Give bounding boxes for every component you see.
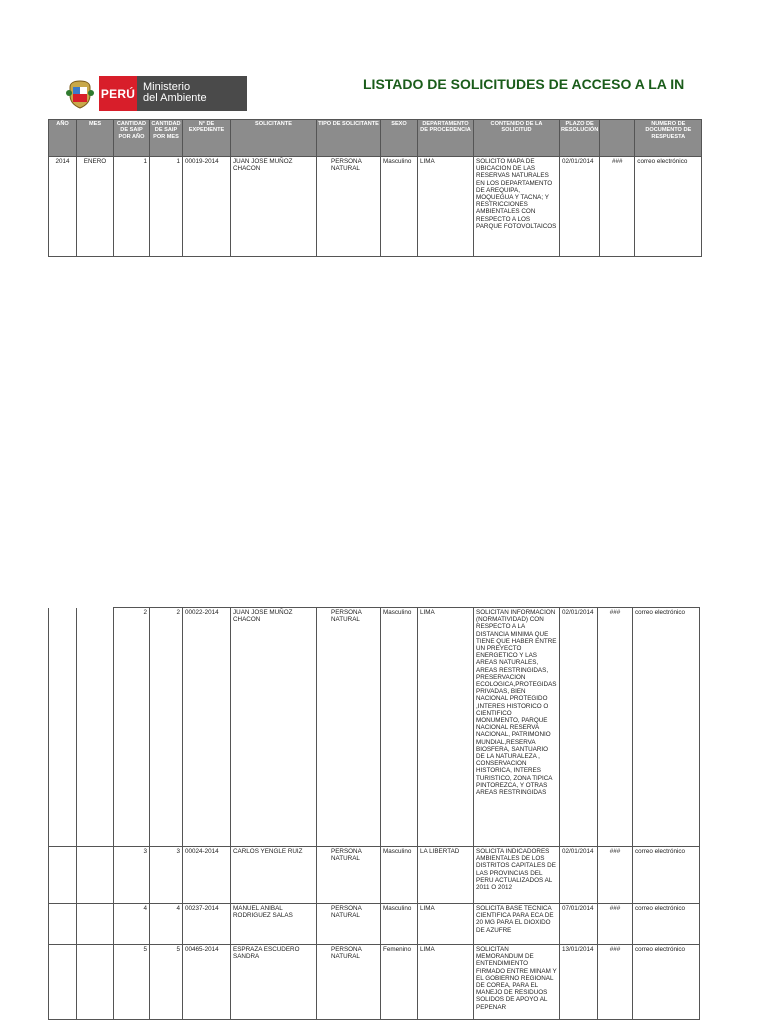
cell-contenido: SOLICITAN INFORMACION (NORMATIVIDAD) CON RESPECTO A LA DISTANCIA MINIMA QUE TIENE QUE HABER ENTRE UN PREYECTO ENERGETICO Y LAS AREAS NATURALES, AREAS RESTRINGIDAS, PRESERVACION ECOLOGICA,PROTEGIDAS PRIVADAS, BIEN NACIONAL PROTEGIDO ,INTERES HISTORICO O CIENTIFICO MONUMENTO, PARQUE NACIONAL RESERVA NACIONAL, PATRIMONIO MUNDIAL,RESERVA BIOSFERA, SANTUARIO DE LA NATURALEZA , CONSERVACION HISTORICA, INTERES TURISTICO, ZONA TIPICA PINTOREZCA, Y OTRAS AREAS RESTRINGIDAS bbox=[474, 608, 560, 847]
cell-mes bbox=[77, 945, 114, 1020]
header-extra bbox=[600, 120, 635, 157]
cell-respuesta: correo electrónico bbox=[633, 608, 700, 847]
cell-saip-mes: 3 bbox=[150, 847, 183, 904]
cell-extra: ### bbox=[598, 847, 633, 904]
header-row bbox=[49, 120, 702, 157]
cell-respuesta: correo electrónico bbox=[633, 847, 700, 904]
cell-departamento: LIMA bbox=[418, 945, 474, 1020]
cell-saip-mes: 2 bbox=[150, 608, 183, 847]
cell-extra: ### bbox=[600, 157, 635, 257]
cell-tipo: PERSONA NATURAL bbox=[317, 608, 381, 847]
cell-sexo: Masculino bbox=[381, 608, 418, 847]
cell-departamento: LIMA bbox=[418, 904, 474, 945]
cell-departamento: LIMA bbox=[418, 608, 474, 847]
table-row bbox=[49, 904, 700, 945]
cell-anio bbox=[49, 847, 77, 904]
header-departamento: DEPARTAMENTO DE PROCEDENCIA bbox=[418, 120, 474, 157]
table-row bbox=[49, 847, 700, 904]
cell-respuesta: correo electrónico bbox=[633, 904, 700, 945]
cell-anio bbox=[49, 608, 77, 847]
cell-contenido: SOLICITA INDICADORES AMBIENTALES DE LOS DISTRITOS CAPITALES DE LAS PROVINCIAS DEL PERU ACTUALIZADOS AL 2011 O 2012 bbox=[474, 847, 560, 904]
cell-mes bbox=[77, 847, 114, 904]
header-respuesta: NUMERO DE DOCUMENTO DE RESPUESTA bbox=[635, 120, 702, 157]
cell-saip-mes: 5 bbox=[150, 945, 183, 1020]
cell-respuesta: correo electrónico bbox=[635, 157, 702, 257]
ministry-line-2: del Ambiente bbox=[143, 92, 207, 104]
cell-anio bbox=[49, 945, 77, 1020]
cell-contenido: SOLICITAN MEMORANDUM DE ENTENDIMIENTO FIRMADO ENTRE MINAM Y EL GOBIERNO REGIONAL DE COREA, PARA EL MANEJO DE RESIDUOS SOLIDOS DE APOYO AL PEPENAR bbox=[474, 945, 560, 1020]
ministry-name bbox=[137, 76, 247, 111]
table-row bbox=[49, 608, 700, 847]
cell-saip-mes: 4 bbox=[150, 904, 183, 945]
cell-tipo: PERSONA NATURAL bbox=[317, 945, 381, 1020]
cell-tipo: PERSONA NATURAL bbox=[317, 904, 381, 945]
cell-tipo: PERSONA NATURAL bbox=[317, 157, 381, 257]
cell-anio bbox=[49, 904, 77, 945]
header-contenido: CONTENIDO DE LA SOLICITUD bbox=[474, 120, 560, 157]
page-title: LISTADO DE SOLICITUDES DE ACCESO A LA IN bbox=[363, 76, 685, 92]
requests-table-page-1 bbox=[48, 119, 702, 257]
cell-sexo: Masculino bbox=[381, 157, 418, 257]
cell-mes: ENERO bbox=[77, 157, 114, 257]
cell-expediente: 00022-2014 bbox=[183, 608, 231, 847]
ministry-logo bbox=[61, 76, 247, 111]
cell-sexo: Masculino bbox=[381, 904, 418, 945]
cell-extra: ### bbox=[598, 608, 633, 847]
cell-solicitante: JUAN JOSE MUÑOZ CHACON bbox=[231, 608, 317, 847]
header-expediente: N° DE EXPEDIENTE bbox=[183, 120, 231, 157]
cell-plazo: 02/01/2014 bbox=[560, 157, 600, 257]
cell-solicitante: CARLOS YENGLE RUIZ bbox=[231, 847, 317, 904]
header-plazo: PLAZO DE RESOLUCIÓN bbox=[560, 120, 600, 157]
requests-table-page-2 bbox=[48, 607, 700, 1020]
cell-mes bbox=[77, 608, 114, 847]
cell-extra: ### bbox=[598, 945, 633, 1020]
country-label: PERÚ bbox=[99, 76, 137, 111]
header-saip-mes: CANTIDAD DE SAIP POR MES bbox=[150, 120, 183, 157]
cell-saip-anio: 4 bbox=[114, 904, 150, 945]
cell-respuesta: correo electrónico bbox=[633, 945, 700, 1020]
cell-expediente: 00019-2014 bbox=[183, 157, 231, 257]
cell-expediente: 00237-2014 bbox=[183, 904, 231, 945]
cell-tipo: PERSONA NATURAL bbox=[317, 847, 381, 904]
cell-extra: ### bbox=[598, 904, 633, 945]
header-sexo: SEXO bbox=[381, 120, 418, 157]
cell-contenido: SOLICITA BASE TECNICA CIENTIFICA PARA ECA DE 20 MG PARA EL DIOXIDO DE AZUFRE bbox=[474, 904, 560, 945]
header-anio: AÑO bbox=[49, 120, 77, 157]
ministry-line-1: Ministerio bbox=[143, 81, 191, 93]
cell-departamento: LA LIBERTAD bbox=[418, 847, 474, 904]
cell-saip-anio: 5 bbox=[114, 945, 150, 1020]
cell-saip-mes: 1 bbox=[150, 157, 183, 257]
coat-of-arms-icon bbox=[61, 76, 99, 111]
cell-plazo: 07/01/2014 bbox=[560, 904, 598, 945]
header-mes: MES bbox=[77, 120, 114, 157]
cell-expediente: 00024-2014 bbox=[183, 847, 231, 904]
table-row bbox=[49, 945, 700, 1020]
cell-saip-anio: 3 bbox=[114, 847, 150, 904]
header-saip-anio: CANTIDAD DE SAIP POR AÑO bbox=[114, 120, 150, 157]
cell-plazo: 02/01/2014 bbox=[560, 847, 598, 904]
cell-expediente: 00465-2014 bbox=[183, 945, 231, 1020]
header-solicitante: SOLICITANTE bbox=[231, 120, 317, 157]
cell-sexo: Masculino bbox=[381, 847, 418, 904]
cell-anio: 2014 bbox=[49, 157, 77, 257]
cell-saip-anio: 2 bbox=[114, 608, 150, 847]
cell-mes bbox=[77, 904, 114, 945]
cell-sexo: Femenino bbox=[381, 945, 418, 1020]
cell-contenido: SOLICITO MAPA DE UBICACION DE LAS RESERVAS NATURALES EN LOS DEPARTAMENTO DE AREQUIPA, MOQUEGUA Y TACNA; Y RESTRICCIONES AMBIENTALES CON RESPECTO A LOS PARQUE FOTOVOLTAICOS bbox=[474, 157, 560, 257]
cell-solicitante: JUAN JOSE MUÑOZ CHACON bbox=[231, 157, 317, 257]
cell-plazo: 02/01/2014 bbox=[560, 608, 598, 847]
cell-solicitante: ESPRAZA ESCUDERO SANDRA bbox=[231, 945, 317, 1020]
cell-saip-anio: 1 bbox=[114, 157, 150, 257]
header-tipo: TIPO DE SOLICITANTE bbox=[317, 120, 381, 157]
table-row bbox=[49, 157, 702, 257]
cell-solicitante: MANUEL ANIBAL RODRIGUEZ SALAS bbox=[231, 904, 317, 945]
cell-plazo: 13/01/2014 bbox=[560, 945, 598, 1020]
cell-departamento: LIMA bbox=[418, 157, 474, 257]
